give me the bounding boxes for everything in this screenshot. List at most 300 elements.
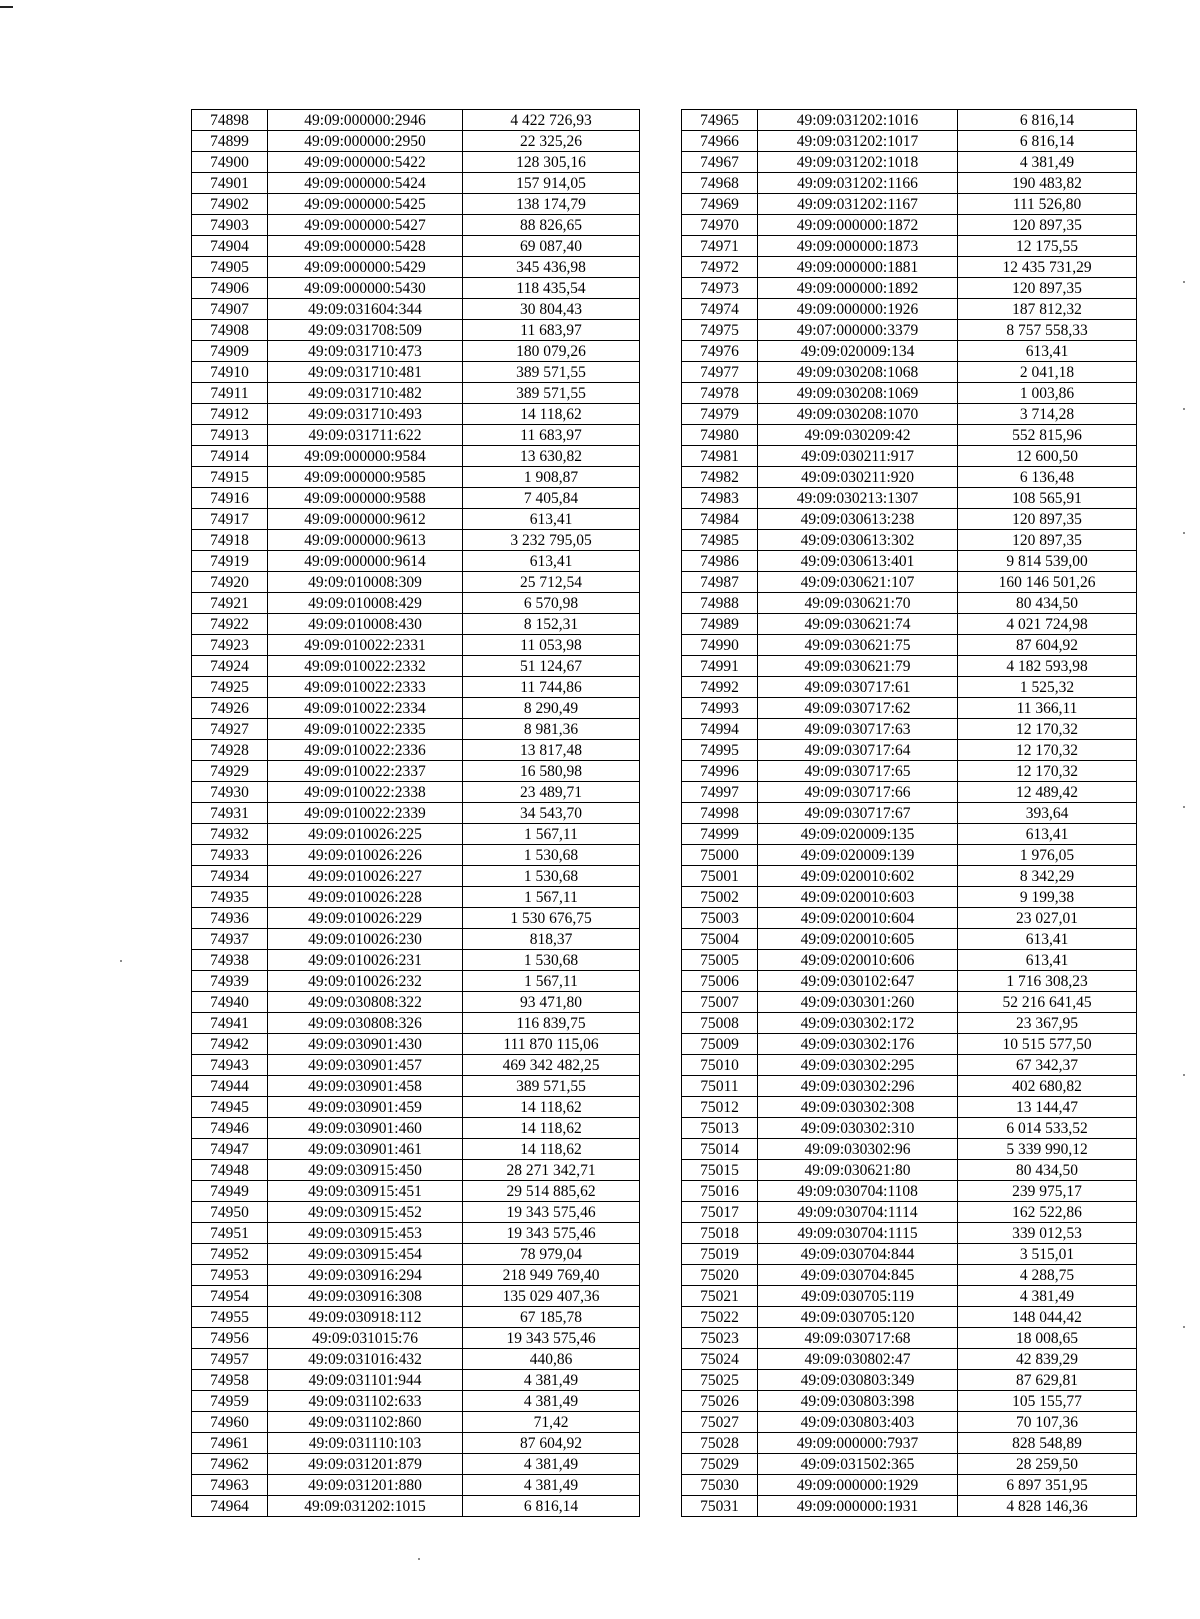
cadastral-value: 3 714,28 xyxy=(958,404,1137,425)
cadastral-number: 49:09:030621:70 xyxy=(758,593,958,614)
table-row xyxy=(682,1391,1137,1412)
cadastral-value: 22 325,26 xyxy=(463,131,640,152)
cadastral-value: 160 146 501,26 xyxy=(958,572,1137,593)
table-row xyxy=(192,1307,640,1328)
cadastral-value: 389 571,55 xyxy=(463,362,640,383)
cadastral-value: 14 118,62 xyxy=(463,1097,640,1118)
row-number: 74959 xyxy=(192,1391,268,1412)
row-number: 74961 xyxy=(192,1433,268,1454)
table-row xyxy=(192,698,640,719)
cadastral-number: 49:09:030901:460 xyxy=(268,1118,463,1139)
table-row xyxy=(682,866,1137,887)
table-row xyxy=(682,404,1137,425)
cadastral-number: 49:09:010008:429 xyxy=(268,593,463,614)
cadastral-number: 49:09:030208:1069 xyxy=(758,383,958,404)
cadastral-number: 49:09:010008:430 xyxy=(268,614,463,635)
cadastral-number: 49:09:010022:2339 xyxy=(268,803,463,824)
table-row xyxy=(192,551,640,572)
row-number: 74899 xyxy=(192,131,268,152)
row-number: 75030 xyxy=(682,1475,758,1496)
row-number: 75007 xyxy=(682,992,758,1013)
cadastral-value: 29 514 885,62 xyxy=(463,1181,640,1202)
table-row xyxy=(682,341,1137,362)
cadastral-number: 49:09:031015:76 xyxy=(268,1328,463,1349)
scan-speck xyxy=(1183,281,1185,283)
table-row xyxy=(192,803,640,824)
cadastral-value: 469 342 482,25 xyxy=(463,1055,640,1076)
cadastral-number: 49:09:030302:176 xyxy=(758,1034,958,1055)
cadastral-number: 49:09:020009:135 xyxy=(758,824,958,845)
cadastral-number: 49:09:030901:459 xyxy=(268,1097,463,1118)
row-number: 74967 xyxy=(682,152,758,173)
table-row xyxy=(682,488,1137,509)
cadastral-value: 4 381,49 xyxy=(463,1475,640,1496)
row-number: 74920 xyxy=(192,572,268,593)
table-row xyxy=(192,1244,640,1265)
cadastral-value: 190 483,82 xyxy=(958,173,1137,194)
cadastral-value: 88 826,65 xyxy=(463,215,640,236)
cadastral-value: 6 136,48 xyxy=(958,467,1137,488)
cadastral-number: 49:09:000000:1931 xyxy=(758,1496,958,1517)
row-number: 74956 xyxy=(192,1328,268,1349)
table-row xyxy=(682,1013,1137,1034)
cadastral-number: 49:09:000000:5422 xyxy=(268,152,463,173)
row-number: 74969 xyxy=(682,194,758,215)
cadastral-value: 7 405,84 xyxy=(463,488,640,509)
cadastral-value: 157 914,05 xyxy=(463,173,640,194)
cadastral-value: 28 259,50 xyxy=(958,1454,1137,1475)
cadastral-number: 49:09:030704:845 xyxy=(758,1265,958,1286)
cadastral-number: 49:09:030704:1115 xyxy=(758,1223,958,1244)
table-row xyxy=(192,572,640,593)
cadastral-value: 12 170,32 xyxy=(958,740,1137,761)
cadastral-number: 49:09:031110:103 xyxy=(268,1433,463,1454)
cadastral-number: 49:09:010022:2337 xyxy=(268,761,463,782)
cadastral-value: 613,41 xyxy=(463,509,640,530)
cadastral-number: 49:09:010022:2331 xyxy=(268,635,463,656)
cadastral-value: 80 434,50 xyxy=(958,1160,1137,1181)
row-number: 74972 xyxy=(682,257,758,278)
table-row xyxy=(192,740,640,761)
row-number: 74986 xyxy=(682,551,758,572)
cadastral-number: 49:09:030717:66 xyxy=(758,782,958,803)
cadastral-value: 12 435 731,29 xyxy=(958,257,1137,278)
table-row xyxy=(682,1076,1137,1097)
row-number: 74980 xyxy=(682,425,758,446)
cadastral-value: 19 343 575,46 xyxy=(463,1223,640,1244)
cadastral-number: 49:09:030717:65 xyxy=(758,761,958,782)
row-number: 74982 xyxy=(682,467,758,488)
cadastral-value: 13 817,48 xyxy=(463,740,640,761)
cadastral-number: 49:09:030916:308 xyxy=(268,1286,463,1307)
cadastral-value: 4 021 724,98 xyxy=(958,614,1137,635)
table-row xyxy=(682,173,1137,194)
row-number: 74905 xyxy=(192,257,268,278)
row-number: 74937 xyxy=(192,929,268,950)
cadastral-value: 1 567,11 xyxy=(463,824,640,845)
cadastral-value: 389 571,55 xyxy=(463,1076,640,1097)
table-row xyxy=(682,257,1137,278)
table-row xyxy=(682,1454,1137,1475)
cadastral-value: 87 604,92 xyxy=(463,1433,640,1454)
table-row xyxy=(192,1349,640,1370)
table-row xyxy=(682,1181,1137,1202)
row-number: 74955 xyxy=(192,1307,268,1328)
cadastral-value: 70 107,36 xyxy=(958,1412,1137,1433)
row-number: 74911 xyxy=(192,383,268,404)
row-number: 74992 xyxy=(682,677,758,698)
cadastral-value: 19 343 575,46 xyxy=(463,1328,640,1349)
table-row xyxy=(192,1328,640,1349)
cadastral-number: 49:09:031102:860 xyxy=(268,1412,463,1433)
cadastral-value: 23 027,01 xyxy=(958,908,1137,929)
table-row xyxy=(192,1139,640,1160)
table-row xyxy=(682,383,1137,404)
row-number: 74984 xyxy=(682,509,758,530)
cadastral-number: 49:09:030704:1114 xyxy=(758,1202,958,1223)
cadastral-number: 49:09:030705:119 xyxy=(758,1286,958,1307)
table-row xyxy=(682,572,1137,593)
cadastral-number: 49:09:031201:879 xyxy=(268,1454,463,1475)
row-number: 74925 xyxy=(192,677,268,698)
row-number: 75008 xyxy=(682,1013,758,1034)
cadastral-value: 42 839,29 xyxy=(958,1349,1137,1370)
table-row xyxy=(192,866,640,887)
table-row xyxy=(192,236,640,257)
cadastral-number: 49:09:020010:605 xyxy=(758,929,958,950)
scan-speck xyxy=(1183,1074,1185,1076)
cadastral-value: 3 232 795,05 xyxy=(463,530,640,551)
cadastral-value: 2 041,18 xyxy=(958,362,1137,383)
table-row xyxy=(192,593,640,614)
row-number: 74931 xyxy=(192,803,268,824)
table-row xyxy=(192,908,640,929)
cadastral-number: 49:09:020010:606 xyxy=(758,950,958,971)
row-number: 75001 xyxy=(682,866,758,887)
cadastral-value: 828 548,89 xyxy=(958,1433,1137,1454)
row-number: 74906 xyxy=(192,278,268,299)
table-row xyxy=(682,761,1137,782)
cadastral-value: 120 897,35 xyxy=(958,278,1137,299)
table-row xyxy=(682,131,1137,152)
table-row xyxy=(682,1160,1137,1181)
cadastral-number: 49:09:030213:1307 xyxy=(758,488,958,509)
row-number: 74915 xyxy=(192,467,268,488)
row-number: 75029 xyxy=(682,1454,758,1475)
cadastral-value: 4 182 593,98 xyxy=(958,656,1137,677)
cadastral-value: 28 271 342,71 xyxy=(463,1160,640,1181)
cadastral-number: 49:09:020010:604 xyxy=(758,908,958,929)
table-row xyxy=(192,1286,640,1307)
cadastral-value: 613,41 xyxy=(463,551,640,572)
cadastral-number: 49:09:030808:326 xyxy=(268,1013,463,1034)
cadastral-value: 6 816,14 xyxy=(958,110,1137,131)
cadastral-value: 339 012,53 xyxy=(958,1223,1137,1244)
table-row xyxy=(682,656,1137,677)
table-row xyxy=(192,509,640,530)
cadastral-number: 49:09:030613:238 xyxy=(758,509,958,530)
scan-speck xyxy=(1183,408,1185,410)
table-row xyxy=(192,425,640,446)
cadastral-number: 49:09:030901:430 xyxy=(268,1034,463,1055)
cadastral-number: 49:09:030301:260 xyxy=(758,992,958,1013)
table-row xyxy=(682,824,1137,845)
table-row xyxy=(192,1223,640,1244)
cadastral-value: 93 471,80 xyxy=(463,992,640,1013)
row-number: 74994 xyxy=(682,719,758,740)
cadastral-value: 14 118,62 xyxy=(463,1118,640,1139)
cadastral-value: 4 828 146,36 xyxy=(958,1496,1137,1517)
cadastral-value: 118 435,54 xyxy=(463,278,640,299)
table-row xyxy=(192,1391,640,1412)
cadastral-number: 49:09:010026:231 xyxy=(268,950,463,971)
cadastral-number: 49:09:030802:47 xyxy=(758,1349,958,1370)
table-row xyxy=(682,1202,1137,1223)
cadastral-number: 49:09:000000:9585 xyxy=(268,467,463,488)
cadastral-value: 613,41 xyxy=(958,341,1137,362)
row-number: 74963 xyxy=(192,1475,268,1496)
cadastral-value: 8 757 558,33 xyxy=(958,320,1137,341)
row-number: 74949 xyxy=(192,1181,268,1202)
row-number: 74940 xyxy=(192,992,268,1013)
cadastral-number: 49:09:000000:7937 xyxy=(758,1433,958,1454)
table-row xyxy=(192,1412,640,1433)
row-number: 75013 xyxy=(682,1118,758,1139)
cadastral-value: 51 124,67 xyxy=(463,656,640,677)
row-number: 74934 xyxy=(192,866,268,887)
cadastral-value: 218 949 769,40 xyxy=(463,1265,640,1286)
cadastral-value: 180 079,26 xyxy=(463,341,640,362)
cadastral-value: 8 981,36 xyxy=(463,719,640,740)
cadastral-value: 11 683,97 xyxy=(463,320,640,341)
table-row xyxy=(682,1475,1137,1496)
row-number: 74941 xyxy=(192,1013,268,1034)
row-number: 74908 xyxy=(192,320,268,341)
scan-speck xyxy=(120,960,122,962)
table-row xyxy=(192,1160,640,1181)
row-number: 75025 xyxy=(682,1370,758,1391)
table-row xyxy=(682,446,1137,467)
row-number: 74922 xyxy=(192,614,268,635)
row-number: 74960 xyxy=(192,1412,268,1433)
cadastral-number: 49:09:030808:322 xyxy=(268,992,463,1013)
row-number: 74946 xyxy=(192,1118,268,1139)
row-number: 74991 xyxy=(682,656,758,677)
cadastral-number: 49:09:030717:68 xyxy=(758,1328,958,1349)
cadastral-value: 1 530,68 xyxy=(463,845,640,866)
row-number: 74985 xyxy=(682,530,758,551)
cadastral-value: 6 014 533,52 xyxy=(958,1118,1137,1139)
cadastral-number: 49:09:030901:457 xyxy=(268,1055,463,1076)
table-row xyxy=(192,467,640,488)
table-row xyxy=(682,362,1137,383)
cadastral-value: 10 515 577,50 xyxy=(958,1034,1137,1055)
cadastral-value: 1 003,86 xyxy=(958,383,1137,404)
row-number: 74914 xyxy=(192,446,268,467)
cadastral-number: 49:09:030613:401 xyxy=(758,551,958,572)
table-row xyxy=(192,341,640,362)
cadastral-number: 49:09:020010:602 xyxy=(758,866,958,887)
row-number: 75000 xyxy=(682,845,758,866)
row-number: 74939 xyxy=(192,971,268,992)
row-number: 75022 xyxy=(682,1307,758,1328)
cadastral-number: 49:09:030302:296 xyxy=(758,1076,958,1097)
table-row xyxy=(682,740,1137,761)
cadastral-value: 402 680,82 xyxy=(958,1076,1137,1097)
row-number: 74904 xyxy=(192,236,268,257)
row-number: 74951 xyxy=(192,1223,268,1244)
cadastral-number: 49:09:020009:139 xyxy=(758,845,958,866)
cadastral-value: 8 152,31 xyxy=(463,614,640,635)
cadastral-value: 30 804,43 xyxy=(463,299,640,320)
row-number: 75020 xyxy=(682,1265,758,1286)
cadastral-number: 49:09:030803:349 xyxy=(758,1370,958,1391)
cadastral-number: 49:09:000000:5427 xyxy=(268,215,463,236)
table-row xyxy=(682,1097,1137,1118)
table-row xyxy=(192,362,640,383)
cadastral-number: 49:09:031710:481 xyxy=(268,362,463,383)
row-number: 74971 xyxy=(682,236,758,257)
row-number: 74973 xyxy=(682,278,758,299)
cadastral-value: 239 975,17 xyxy=(958,1181,1137,1202)
cadastral-value: 389 571,55 xyxy=(463,383,640,404)
cadastral-number: 49:09:010026:229 xyxy=(268,908,463,929)
row-number: 75021 xyxy=(682,1286,758,1307)
row-number: 74981 xyxy=(682,446,758,467)
row-number: 74962 xyxy=(192,1454,268,1475)
table-row xyxy=(682,509,1137,530)
table-row xyxy=(192,1454,640,1475)
table-row xyxy=(192,194,640,215)
row-number: 74965 xyxy=(682,110,758,131)
row-number: 74898 xyxy=(192,110,268,131)
row-number: 74970 xyxy=(682,215,758,236)
table-row xyxy=(192,950,640,971)
cadastral-value: 552 815,96 xyxy=(958,425,1137,446)
row-number: 74907 xyxy=(192,299,268,320)
row-number: 75011 xyxy=(682,1076,758,1097)
row-number: 75006 xyxy=(682,971,758,992)
cadastral-value: 14 118,62 xyxy=(463,404,640,425)
table-row xyxy=(682,1265,1137,1286)
row-number: 74998 xyxy=(682,803,758,824)
cadastral-value: 52 216 641,45 xyxy=(958,992,1137,1013)
row-number: 75031 xyxy=(682,1496,758,1517)
table-row xyxy=(682,929,1137,950)
cadastral-value: 12 170,32 xyxy=(958,761,1137,782)
row-number: 74952 xyxy=(192,1244,268,1265)
row-number: 74957 xyxy=(192,1349,268,1370)
cadastral-number: 49:09:030915:454 xyxy=(268,1244,463,1265)
cadastral-value: 120 897,35 xyxy=(958,509,1137,530)
cadastral-number: 49:09:010022:2335 xyxy=(268,719,463,740)
cadastral-value: 818,37 xyxy=(463,929,640,950)
table-row xyxy=(192,131,640,152)
table-row xyxy=(682,110,1137,131)
cadastral-value: 5 339 990,12 xyxy=(958,1139,1137,1160)
cadastral-number: 49:09:000000:1881 xyxy=(758,257,958,278)
row-number: 75023 xyxy=(682,1328,758,1349)
table-row xyxy=(682,194,1137,215)
row-number: 74943 xyxy=(192,1055,268,1076)
row-number: 74910 xyxy=(192,362,268,383)
cadastral-table-right xyxy=(681,109,1137,1517)
row-number: 75015 xyxy=(682,1160,758,1181)
cadastral-number: 49:09:030918:112 xyxy=(268,1307,463,1328)
row-number: 74975 xyxy=(682,320,758,341)
cadastral-value: 12 600,50 xyxy=(958,446,1137,467)
row-number: 74924 xyxy=(192,656,268,677)
cadastral-value: 4 381,49 xyxy=(958,1286,1137,1307)
scan-speck xyxy=(1183,1326,1185,1328)
row-number: 74913 xyxy=(192,425,268,446)
row-number: 75005 xyxy=(682,950,758,971)
row-number: 74936 xyxy=(192,908,268,929)
cadastral-number: 49:09:000000:9588 xyxy=(268,488,463,509)
row-number: 74930 xyxy=(192,782,268,803)
row-number: 75019 xyxy=(682,1244,758,1265)
cadastral-value: 111 526,80 xyxy=(958,194,1137,215)
table-row xyxy=(682,614,1137,635)
table-row xyxy=(682,1286,1137,1307)
table-row xyxy=(192,992,640,1013)
table-row xyxy=(192,320,640,341)
cadastral-number: 49:09:031202:1166 xyxy=(758,173,958,194)
cadastral-number: 49:09:000000:2946 xyxy=(268,110,463,131)
cadastral-value: 16 580,98 xyxy=(463,761,640,782)
cadastral-value: 440,86 xyxy=(463,1349,640,1370)
row-number: 74929 xyxy=(192,761,268,782)
row-number: 74926 xyxy=(192,698,268,719)
cadastral-number: 49:09:000000:1873 xyxy=(758,236,958,257)
table-row xyxy=(192,677,640,698)
cadastral-number: 49:09:031710:473 xyxy=(268,341,463,362)
row-number: 74917 xyxy=(192,509,268,530)
cadastral-value: 78 979,04 xyxy=(463,1244,640,1265)
cadastral-number: 49:09:030302:310 xyxy=(758,1118,958,1139)
table-row xyxy=(682,551,1137,572)
table-row xyxy=(192,1265,640,1286)
cadastral-value: 148 044,42 xyxy=(958,1307,1137,1328)
row-number: 74916 xyxy=(192,488,268,509)
table-row xyxy=(192,1475,640,1496)
table-row xyxy=(682,299,1137,320)
cadastral-number: 49:09:030302:295 xyxy=(758,1055,958,1076)
row-number: 74997 xyxy=(682,782,758,803)
row-number: 75026 xyxy=(682,1391,758,1412)
row-number: 74954 xyxy=(192,1286,268,1307)
row-number: 75003 xyxy=(682,908,758,929)
row-number: 74900 xyxy=(192,152,268,173)
table-row xyxy=(682,530,1137,551)
table-row xyxy=(682,1055,1137,1076)
cadastral-number: 49:09:010026:226 xyxy=(268,845,463,866)
table-row xyxy=(192,299,640,320)
row-number: 74976 xyxy=(682,341,758,362)
table-row xyxy=(682,1139,1137,1160)
cadastral-value: 111 870 115,06 xyxy=(463,1034,640,1055)
cadastral-value: 8 342,29 xyxy=(958,866,1137,887)
row-number: 75009 xyxy=(682,1034,758,1055)
row-number: 75027 xyxy=(682,1412,758,1433)
table-row xyxy=(682,1433,1137,1454)
table-row xyxy=(682,971,1137,992)
cadastral-value: 6 570,98 xyxy=(463,593,640,614)
scan-speck xyxy=(418,1558,420,1560)
cadastral-value: 67 185,78 xyxy=(463,1307,640,1328)
cadastral-number: 49:07:000000:3379 xyxy=(758,320,958,341)
cadastral-value: 135 029 407,36 xyxy=(463,1286,640,1307)
